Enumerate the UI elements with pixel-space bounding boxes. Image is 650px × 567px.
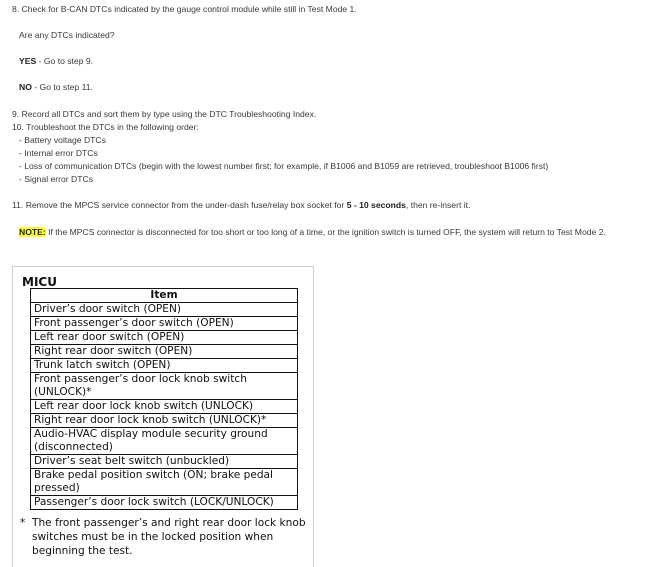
micu-items-table xyxy=(30,288,298,510)
step-11-pre: 11. Remove the MPCS service connector from the under-dash fuse/relay box socket for xyxy=(12,200,347,210)
note-label: NOTE: xyxy=(19,227,46,237)
table-row xyxy=(31,455,298,469)
note xyxy=(19,227,606,238)
table-cell: Trunk latch switch (OPEN) xyxy=(31,359,298,373)
table-cell: Front passenger’s door lock knob switch (UNLOCK)* xyxy=(31,373,298,400)
table-row xyxy=(31,496,298,510)
bullet-internal: - Internal error DTCs xyxy=(19,148,98,158)
table-row xyxy=(31,373,298,400)
table-cell: Driver’s door switch (OPEN) xyxy=(31,303,298,317)
table-row xyxy=(31,317,298,331)
table-header-row xyxy=(31,289,298,303)
step-8-question: Are any DTCs indicated? xyxy=(19,30,115,40)
note-text: If the MPCS connector is disconnected for too short or too long of a time, or the ignition switch is turned OFF, the system will return to Test Mode 2. xyxy=(45,227,606,237)
table-cell: Right rear door switch (OPEN) xyxy=(31,345,298,359)
step-8: 8. Check for B-CAN DTCs indicated by the gauge control module while still in Test Mode 1. xyxy=(12,4,357,14)
table-header-item: Item xyxy=(31,289,298,303)
bullet-signal: - Signal error DTCs xyxy=(19,174,94,184)
footnote-mark: * xyxy=(20,517,26,529)
figure-footnote xyxy=(20,516,310,558)
table-cell: Passenger’s door lock switch (LOCK/UNLOCK) xyxy=(31,496,298,510)
no-text: - Go to step 11. xyxy=(31,82,93,92)
step-11 xyxy=(12,200,470,211)
table-cell: Right rear door lock knob switch (UNLOCK)* xyxy=(31,414,298,428)
step-11-post: , then re-insert it. xyxy=(405,200,471,210)
table-cell: Left rear door switch (OPEN) xyxy=(31,331,298,345)
table-row xyxy=(31,414,298,428)
table-row xyxy=(31,400,298,414)
yes-text: - Go to step 9. xyxy=(36,56,94,66)
table-cell: Left rear door lock knob switch (UNLOCK) xyxy=(31,400,298,414)
table-cell: Front passenger’s door switch (OPEN) xyxy=(31,317,298,331)
table-row xyxy=(31,345,298,359)
yes-option xyxy=(19,56,93,67)
table-row xyxy=(31,428,298,455)
bullet-loss-of-comm: - Loss of communication DTCs (begin with the lowest number first; for example, if B1006 and B1059 are retrieved, troubleshoot B1006 first) xyxy=(19,161,549,171)
table-row xyxy=(31,469,298,496)
table-row xyxy=(31,303,298,317)
yes-label: YES xyxy=(19,56,37,66)
table-row xyxy=(31,359,298,373)
step-10: 10. Troubleshoot the DTCs in the following order: xyxy=(12,122,199,132)
figure-title: MICU xyxy=(22,275,57,289)
step-11-duration: 5 - 10 seconds xyxy=(346,200,406,210)
step-9: 9. Record all DTCs and sort them by type using the DTC Troubleshooting Index. xyxy=(12,109,317,119)
bullet-battery: - Battery voltage DTCs xyxy=(19,135,106,145)
no-option xyxy=(19,82,93,93)
footnote-text: The front passenger’s and right rear door lock knob switches must be in the locked position when beginning the test. xyxy=(32,517,306,557)
table-cell: Driver’s seat belt switch (unbuckled) xyxy=(31,455,298,469)
table-row xyxy=(31,331,298,345)
table-cell: Audio-HVAC display module security ground (disconnected) xyxy=(31,428,298,455)
table-cell: Brake pedal position switch (ON; brake pedal pressed) xyxy=(31,469,298,496)
no-label: NO xyxy=(19,82,32,92)
